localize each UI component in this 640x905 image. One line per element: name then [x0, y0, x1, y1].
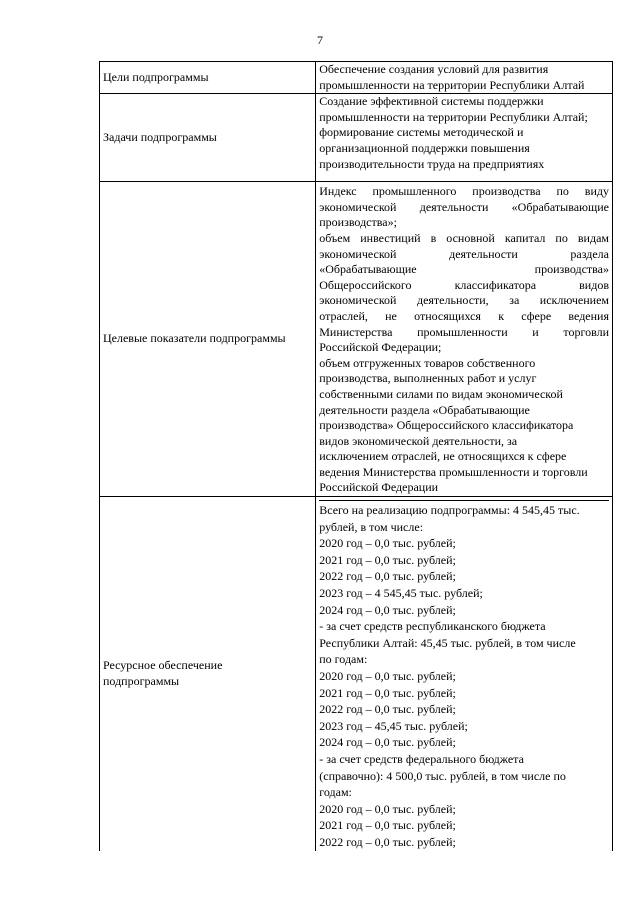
text-line: 2021 год – 0,0 тыс. рублей; — [319, 818, 456, 833]
text-line: видов экономической деятельности, за — [319, 433, 518, 448]
subprogram-passport-table — [99, 61, 613, 851]
text-line: Обеспечение создания условий для развития — [319, 62, 549, 76]
text-line: Ресурсное обеспечение — [103, 658, 223, 673]
text-line: экономической деятельности «Обрабатывающие — [319, 199, 609, 214]
table-row — [100, 94, 613, 182]
text-line: 2024 год – 0,0 тыс. рублей; — [319, 735, 456, 750]
text-line: организационной поддержки повышения — [319, 140, 530, 155]
text-line: подпрограммы — [103, 673, 180, 688]
row-value-indicators — [316, 182, 613, 497]
text-line: Индекс промышленного производства по виду — [319, 184, 609, 199]
text-line: - за счет средств республиканского бюджета — [319, 619, 546, 634]
text-line: промышленности на территории Республики Алтай — [319, 77, 585, 92]
text-line: экономической деятельности раздела — [319, 246, 609, 261]
text-line: Создание эффективной системы поддержки — [319, 94, 544, 109]
text-line: Всего на реализацию подпрограммы: 4 545,45 тыс. — [319, 503, 580, 518]
text-line: производства» Общероссийского классификатора — [319, 418, 574, 433]
text-line: деятельности раздела «Обрабатывающие — [319, 402, 530, 417]
text-line: промышленности на территории Республики Алтай; — [319, 109, 588, 124]
text-line: 2022 год – 0,0 тыс. рублей; — [319, 702, 456, 717]
row-label-goals: Цели подпрограммы — [100, 62, 316, 94]
table-row — [100, 182, 613, 497]
table-row — [100, 62, 613, 94]
text-line: экономической деятельности, за исключением — [319, 293, 609, 308]
text-line: (справочно): 4 500,0 тыс. рублей, в том числе по — [319, 768, 566, 783]
text-line: 2020 год – 0,0 тыс. рублей; — [319, 801, 456, 816]
text-line: 2020 год – 0,0 тыс. рублей; — [319, 669, 456, 683]
row-label-indicators: Целевые показатели подпрограммы — [100, 182, 316, 497]
text-line: ведения Министерства промышленности и торговли — [319, 464, 588, 479]
text-line: по годам: — [319, 652, 368, 667]
text-line: «Обрабатывающие производства» — [319, 262, 609, 277]
text-line: годам: — [319, 785, 352, 800]
text-line: Общероссийского классификатора видов — [319, 277, 609, 292]
text-line: формирование системы методической и — [319, 125, 524, 140]
text-line: производства»; — [319, 215, 397, 230]
text-line: 2022 год – 0,0 тыс. рублей; — [319, 569, 456, 584]
page-number: 7 — [317, 33, 323, 47]
text-line: производительности труда на предприятиях — [319, 156, 545, 171]
row-value-goals — [316, 62, 613, 94]
row-label-funding — [100, 497, 316, 851]
text-line: исключением отраслей, не относящихся к сфере — [319, 449, 567, 464]
text-line: Российской Федерации — [319, 480, 439, 495]
text-line: собственными силами по видам экономической — [319, 386, 563, 401]
text-line: 2020 год – 0,0 тыс. рублей; — [319, 536, 456, 551]
text-line: объем инвестиций в основной капитал по видам — [319, 230, 609, 245]
text-line: отраслей, не относящихся к сфере ведения — [319, 308, 609, 323]
text-line: 2024 год – 0,0 тыс. рублей; — [319, 602, 456, 617]
row-label-tasks: Задачи подпрограммы — [100, 94, 316, 182]
table-row — [100, 497, 613, 851]
row-value-tasks — [316, 94, 613, 182]
text-line: 2022 год – 0,0 тыс. рублей; — [319, 834, 456, 849]
text-line: производства, выполненных работ и услуг — [319, 371, 537, 386]
text-line: 2023 год – 45,45 тыс. рублей; — [319, 718, 468, 733]
text-line: Республики Алтай: 45,45 тыс. рублей, в том числе — [319, 635, 576, 650]
row-value-funding — [316, 497, 613, 851]
text-line: 2021 год – 0,0 тыс. рублей; — [319, 552, 456, 567]
text-line: Российской Федерации; — [319, 340, 442, 355]
text-line: Министерства промышленности и торговли — [319, 324, 609, 339]
text-line: 2023 год – 4 545,45 тыс. рублей; — [319, 586, 483, 601]
text-line: рублей, в том числе: — [319, 519, 424, 534]
text-line: 2021 год – 0,0 тыс. рублей; — [319, 685, 456, 700]
text-line: объем отгруженных товаров собственного — [319, 355, 536, 370]
text-line: - за счет средств федерального бюджета — [319, 751, 524, 766]
